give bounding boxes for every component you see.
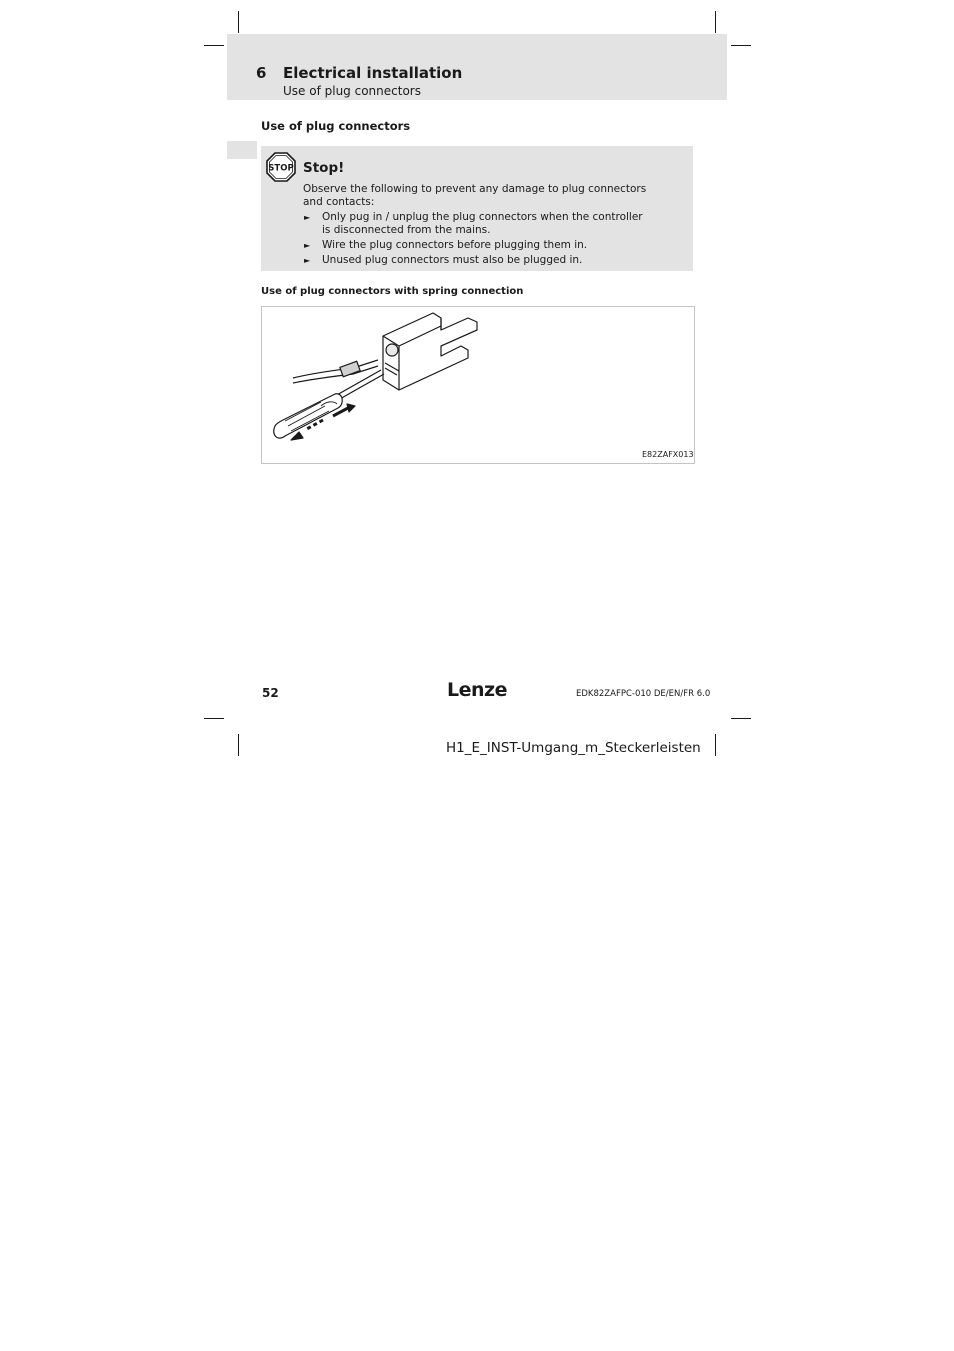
page-number: 52 (262, 686, 279, 700)
crop-mark (204, 45, 224, 46)
bullet-arrow-icon: ► (304, 241, 311, 250)
crop-mark (238, 11, 239, 33)
figure-code: E82ZAFX013 (642, 450, 694, 459)
chapter-title: Electrical installation (283, 64, 463, 82)
crop-mark (715, 11, 716, 33)
bullet-text: Only pug in / unplug the plug connectors when the controller is disconnected from the mains. (322, 211, 643, 236)
crop-mark (731, 718, 751, 719)
crop-mark (731, 45, 751, 46)
bullet-text: Unused plug connectors must also be plugged in. (322, 254, 583, 266)
stop-icon-label: STOP (268, 163, 294, 174)
subsection-title: Use of plug connectors with spring connection (261, 286, 524, 297)
file-name: H1_E_INST-Umgang_m_Steckerleisten (446, 740, 701, 756)
screwdriver-connector-illustration (263, 308, 691, 460)
bullet-text: Wire the plug connectors before plugging them in. (322, 239, 588, 251)
lenze-logo: Lenze (447, 679, 507, 701)
document-code: EDK82ZAFPC-010 DE/EN/FR 6.0 (576, 689, 711, 699)
page-tab-marker (227, 141, 257, 159)
chapter-number: 6 (256, 64, 267, 82)
crop-mark (238, 734, 239, 756)
stop-title: Stop! (303, 160, 345, 176)
crop-mark (204, 718, 224, 719)
chapter-subtitle: Use of plug connectors (283, 84, 421, 98)
crop-mark (715, 734, 716, 756)
stop-sign-icon (266, 152, 296, 182)
stop-intro-text: Observe the following to prevent any damage to plug connectors and contacts: (303, 183, 647, 208)
section-title: Use of plug connectors (261, 119, 411, 133)
bullet-arrow-icon: ► (304, 256, 311, 265)
bullet-arrow-icon: ► (304, 213, 311, 222)
